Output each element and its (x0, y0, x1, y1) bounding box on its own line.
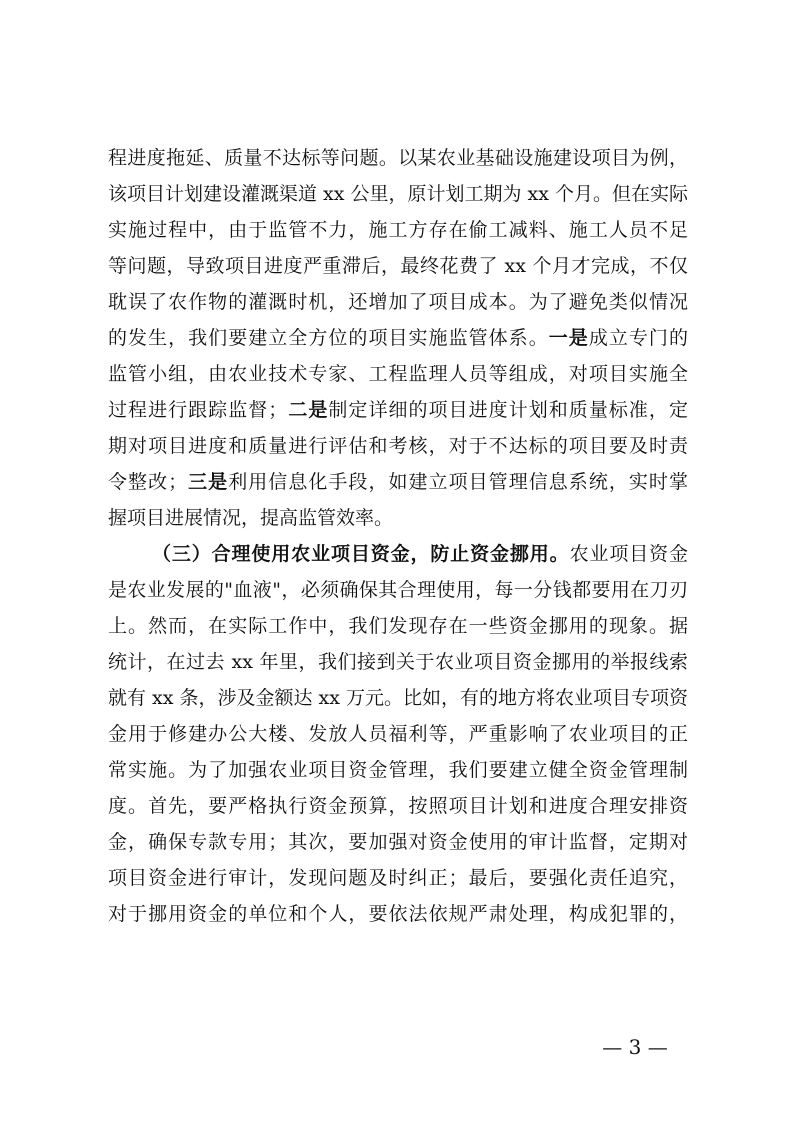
page-number: — 3 — (602, 1035, 668, 1059)
text-line (108, 392, 688, 428)
text-line: 金，确保专款专用；其次，要加强对资金使用的审计监督，定期对 (108, 831, 688, 853)
section-heading: （三）合理使用农业项目资金，防止资金挪用。 (152, 543, 570, 565)
text-line: 统计，在过去 xx 年里，我们接到关于农业项目资金挪用的举报线索 (108, 651, 688, 673)
emphasis-first: 一是 (548, 327, 589, 349)
text-line: 握项目进展情况，提高监管效率。 (108, 507, 394, 529)
text-line: 期对项目进度和质量进行评估和考核，对于不达标的项目要及时责 (108, 435, 688, 457)
text-run: 令整改； (108, 471, 188, 493)
text-run: 的发生，我们要建立全方位的项目实施监管体系。 (108, 327, 549, 349)
text-line: 程进度拖延、质量不达标等问题。以某农业基础设施建设项目为例， (108, 147, 688, 169)
text-run: 过程进行跟踪监督； (108, 399, 288, 421)
emphasis-second: 二是 (287, 399, 329, 421)
text-line (108, 464, 688, 500)
text-line: 常实施。为了加强农业项目资金管理，我们要建立健全资金管理制 (108, 759, 688, 781)
text-line: 金用于修建办公大楼、发放人员福利等，严重影响了农业项目的正 (108, 723, 688, 745)
text-run: 农业项目资金 (569, 543, 688, 565)
text-line: 就有 xx 条，涉及金额达 xx 万元。比如，有的地方将农业项目专项资 (108, 687, 689, 709)
text-line: 该项目计划建设灌溉渠道 xx 公里，原计划工期为 xx 个月。但在实际 (108, 183, 689, 205)
text-line: 度。首先，要严格执行资金预算，按照项目计划和进度合理安排资 (108, 795, 688, 817)
text-line (108, 320, 688, 356)
text-run: 成立专门的 (588, 327, 688, 349)
text-run: 制定详细的项目进度计划和质量标准，定 (328, 399, 688, 421)
text-line: 对于挪用资金的单位和个人，要依法依规严肃处理，构成犯罪的， (108, 903, 688, 925)
text-line: 等问题，导致项目进度严重滞后，最终花费了 xx 个月才完成，不仅 (108, 255, 688, 277)
text-line: 监管小组，由农业技术专家、工程监理人员等组成，对项目实施全 (108, 363, 688, 385)
text-line: 项目资金进行审计，发现问题及时纠正；最后，要强化责任追究， (108, 867, 688, 889)
text-run: 利用信息化手段，如建立项目管理信息系统，实时掌 (228, 471, 688, 493)
text-line: 耽误了农作物的灌溉时机，还增加了项目成本。为了避免类似情况 (108, 291, 688, 313)
text-line: 实施过程中，由于监管不力，施工方存在偷工减料、施工人员不足 (108, 219, 688, 241)
section-heading-line (108, 536, 688, 572)
text-line: 上。然而，在实际工作中，我们发现存在一些资金挪用的现象。据 (108, 615, 688, 637)
body-text (108, 140, 688, 932)
text-line: 是农业发展的"血液"，必须确保其合理使用，每一分钱都要用在刀刃 (108, 579, 688, 601)
emphasis-third: 三是 (187, 471, 229, 493)
